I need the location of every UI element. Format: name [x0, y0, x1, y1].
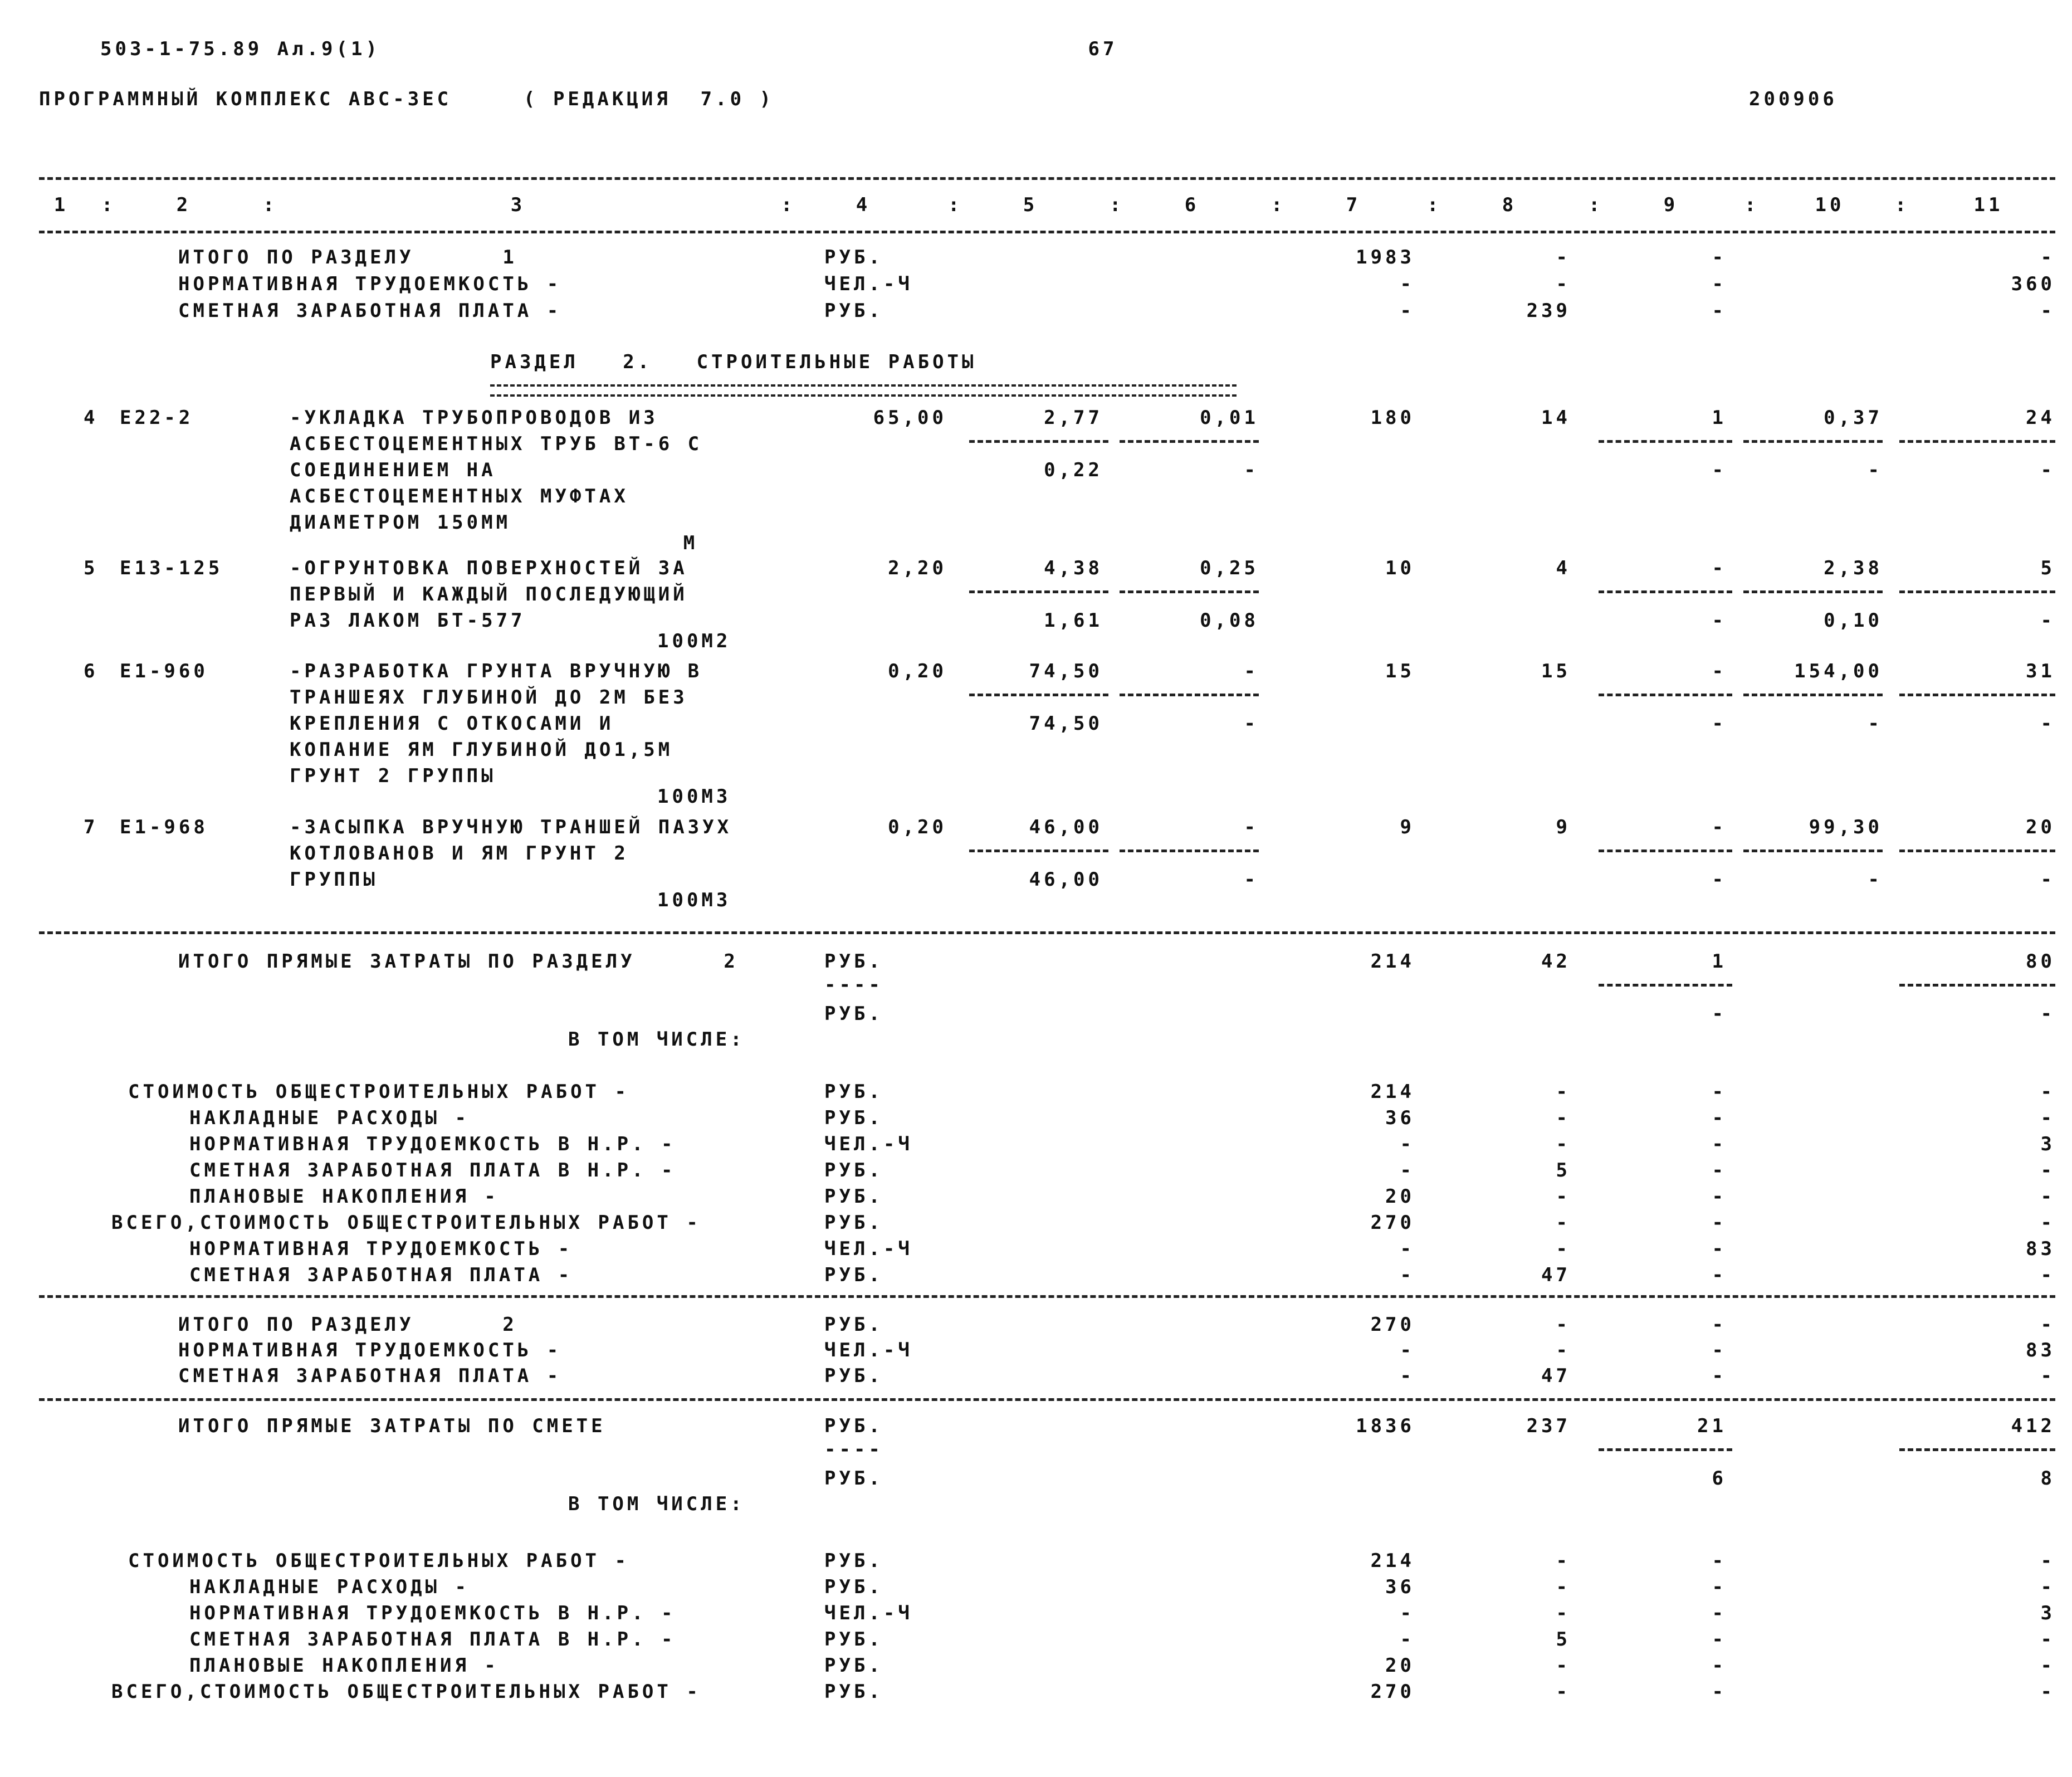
column-separator: : — [1427, 194, 1442, 216]
item-description: КРЕПЛЕНИЯ С ОТКОСАМИ И — [290, 712, 614, 735]
sub-rule — [1120, 440, 1259, 443]
cell-col9: - — [1712, 1576, 1727, 1598]
unit-separator: ---- — [824, 1438, 883, 1461]
item-labor-total: 24 — [2026, 407, 2055, 429]
cell-col7: 270 — [1370, 1681, 1415, 1703]
item-price-machines: - — [1244, 816, 1259, 838]
section-total-label: СМЕТНАЯ ЗАРАБОТНАЯ ПЛАТА - — [178, 1365, 562, 1387]
unit-label: ЧЕЛ.-Ч — [824, 273, 913, 295]
item-machine-wages: - — [1712, 868, 1727, 891]
column-separator: : — [1110, 194, 1125, 216]
cell-col9: - — [1712, 1339, 1727, 1361]
cell-col8: 47 — [1541, 1365, 1571, 1387]
cell-col9: - — [1712, 1185, 1727, 1208]
sub-rule — [1743, 850, 1883, 852]
cell-col11: - — [2040, 246, 2055, 268]
cell-col11: 83 — [2026, 1339, 2055, 1361]
unit-label: РУБ. — [824, 1107, 883, 1129]
item-labor-total: 31 — [2026, 660, 2055, 682]
cell-col7: 36 — [1385, 1107, 1415, 1129]
item-description: -ЗАСЫПКА ВРУЧНУЮ ТРАНШЕЙ ПАЗУХ — [290, 816, 732, 838]
section-title: РАЗДЕЛ 2. СТРОИТЕЛЬНЫЕ РАБОТЫ — [490, 351, 977, 373]
column-header-2: 2 — [176, 194, 192, 216]
column-header-5: 5 — [1023, 194, 1038, 216]
item-price-total: 46,00 — [1029, 816, 1103, 838]
column-separator: : — [263, 194, 278, 216]
item-wages: 14 — [1541, 407, 1571, 429]
cell-col8: - — [1556, 273, 1571, 295]
column-header-6: 6 — [1184, 194, 1200, 216]
item-code: Е1-960 — [120, 660, 208, 682]
item-price-total: 74,50 — [1029, 660, 1103, 682]
column-separator: : — [1271, 194, 1286, 216]
cell-col11: - — [2040, 300, 2055, 322]
item-labor-machine-unit: - — [1868, 459, 1883, 481]
cell-col11: - — [2040, 1264, 2055, 1286]
item-labor-machine-total: - — [2040, 712, 2055, 735]
item-code: Е13-125 — [120, 557, 223, 579]
section-total-label: ИТОГО ПО РАЗДЕЛУ 1 — [178, 246, 517, 268]
section-total-label: НОРМАТИВНАЯ ТРУДОЕМКОСТЬ - — [178, 273, 562, 295]
cell-col11: 412 — [2011, 1415, 2055, 1437]
unit-label: РУБ. — [824, 1365, 883, 1387]
item-unit: 100М3 — [657, 889, 731, 911]
cell-col8: - — [1556, 1339, 1571, 1361]
column-header-11: 11 — [1973, 194, 2003, 216]
cell-col9: 1 — [1712, 950, 1727, 973]
item-price-machine-wages: 0,08 — [1200, 609, 1259, 632]
unit-label: ЧЕЛ.-Ч — [824, 1133, 913, 1155]
item-quantity: 0,20 — [888, 816, 947, 838]
cell-col11: - — [2040, 1107, 2055, 1129]
cell-col9: - — [1712, 300, 1727, 322]
cell-col8: - — [1556, 1238, 1571, 1260]
item-price-machines: 0,25 — [1200, 557, 1259, 579]
sub-rule — [1743, 440, 1883, 443]
item-labor-total: 20 — [2026, 816, 2055, 838]
cell-col7: 270 — [1370, 1212, 1415, 1234]
item-description: АСБЕСТОЦЕМЕНТНЫХ ТРУБ ВТ-6 С — [290, 433, 703, 455]
sub-rule — [1599, 440, 1732, 443]
unit-label: РУБ. — [824, 950, 883, 973]
cell-col11: - — [2040, 1550, 2055, 1572]
unit-label: РУБ. — [824, 1212, 883, 1234]
cell-col11: - — [2040, 1314, 2055, 1336]
item-number: 7 — [84, 816, 99, 838]
unit-label: ЧЕЛ.-Ч — [824, 1339, 913, 1361]
breakdown-label: СМЕТНАЯ ЗАРАБОТНАЯ ПЛАТА В Н.Р. - — [189, 1159, 676, 1182]
sub-rule — [1899, 590, 2055, 593]
cell-col11: 3 — [2040, 1133, 2055, 1155]
item-wages: 15 — [1541, 660, 1571, 682]
sub-rule — [1599, 1448, 1732, 1451]
cell-col11: - — [2040, 1185, 2055, 1208]
item-price-wages: 74,50 — [1029, 712, 1103, 735]
cell-col8: 239 — [1526, 300, 1571, 322]
item-description: РАЗ ЛАКОМ БТ-577 — [290, 609, 526, 632]
item-machine-wages: - — [1712, 609, 1727, 632]
item-machines: - — [1712, 660, 1727, 682]
item-wages: 9 — [1556, 816, 1571, 838]
item-number: 5 — [84, 557, 99, 579]
column-header-8: 8 — [1502, 194, 1517, 216]
cell-col8: - — [1556, 246, 1571, 268]
cell-col8: - — [1556, 1654, 1571, 1677]
cell-col11: - — [2040, 1628, 2055, 1651]
cell-col9: - — [1712, 1159, 1727, 1182]
cell-col9: - — [1712, 1003, 1727, 1025]
item-machine-wages: - — [1712, 459, 1727, 481]
cell-col11: 3 — [2040, 1602, 2055, 1624]
program-edition: ( РЕДАКЦИЯ 7.0 ) — [524, 88, 774, 110]
section-total-label: СМЕТНАЯ ЗАРАБОТНАЯ ПЛАТА - — [178, 300, 562, 322]
item-code: Е22-2 — [120, 407, 194, 429]
breakdown-label: СТОИМОСТЬ ОБЩЕСТРОИТЕЛЬНЫХ РАБОТ - — [128, 1550, 629, 1572]
cell-col11: - — [2040, 1365, 2055, 1387]
item-total: 9 — [1400, 816, 1415, 838]
column-separator: : — [1744, 194, 1760, 216]
section-end-rule — [39, 931, 2055, 934]
column-header-10: 10 — [1815, 194, 1845, 216]
cell-col9: - — [1712, 1133, 1727, 1155]
cell-col11: - — [2040, 1654, 2055, 1677]
cell-col7: 20 — [1385, 1185, 1415, 1208]
sub-rule — [1899, 440, 2055, 443]
sub-rule — [1599, 850, 1732, 852]
unit-label: РУБ. — [824, 1185, 883, 1208]
cell-col8: - — [1556, 1314, 1571, 1336]
item-description: -УКЛАДКА ТРУБОПРОВОДОВ ИЗ — [290, 407, 658, 429]
cell-col9: - — [1712, 1550, 1727, 1572]
cell-col9: - — [1712, 273, 1727, 295]
unit-label: РУБ. — [824, 1159, 883, 1182]
cell-col7: 270 — [1370, 1314, 1415, 1336]
column-separator: : — [781, 194, 796, 216]
column-header-3: 3 — [510, 194, 526, 216]
item-total: 15 — [1385, 660, 1415, 682]
cell-col9: - — [1712, 1081, 1727, 1103]
sub-rule — [969, 694, 1108, 696]
cell-col9: - — [1712, 1314, 1727, 1336]
item-labor-total: 5 — [2040, 557, 2055, 579]
cell-col11: 8 — [2040, 1467, 2055, 1490]
unit-label: РУБ. — [824, 300, 883, 322]
cell-col7: 214 — [1370, 950, 1415, 973]
breakdown-label: ПЛАНОВЫЕ НАКОПЛЕНИЯ - — [189, 1654, 499, 1677]
cell-col7: 214 — [1370, 1550, 1415, 1572]
breakdown-label: СМЕТНАЯ ЗАРАБОТНАЯ ПЛАТА В Н.Р. - — [189, 1628, 676, 1651]
item-total: 180 — [1370, 407, 1415, 429]
table-top-rule — [39, 177, 2055, 180]
item-labor-machine-unit: - — [1868, 868, 1883, 891]
item-number: 6 — [84, 660, 99, 682]
item-unit: М — [683, 532, 698, 554]
item-labor-machine-total: - — [2040, 459, 2055, 481]
item-wages: 4 — [1556, 557, 1571, 579]
breakdown-label: СМЕТНАЯ ЗАРАБОТНАЯ ПЛАТА - — [189, 1264, 573, 1286]
unit-label: РУБ. — [824, 246, 883, 268]
unit-label: РУБ. — [824, 1003, 883, 1025]
item-quantity: 65,00 — [873, 407, 947, 429]
sub-rule — [1743, 694, 1883, 696]
breakdown-label: НОРМАТИВНАЯ ТРУДОЕМКОСТЬ - — [189, 1238, 573, 1260]
cell-col11: - — [2040, 1003, 2055, 1025]
breakdown-label: ВСЕГО,СТОИМОСТЬ ОБЩЕСТРОИТЕЛЬНЫХ РАБОТ - — [111, 1212, 701, 1234]
cell-col11: 360 — [2011, 273, 2055, 295]
table-header-rule — [39, 231, 2055, 233]
unit-label: РУБ. — [824, 1654, 883, 1677]
unit-separator: ---- — [824, 974, 883, 996]
breakdown-label: НАКЛАДНЫЕ РАСХОДЫ - — [189, 1107, 470, 1129]
unit-label: РУБ. — [824, 1576, 883, 1598]
page-number: 67 — [1088, 38, 1118, 60]
cell-col8: - — [1556, 1602, 1571, 1624]
unit-label: РУБ. — [824, 1415, 883, 1437]
item-description: АСБЕСТОЦЕМЕНТНЫХ МУФТАХ — [290, 485, 629, 507]
item-total: 10 — [1385, 557, 1415, 579]
item-labor-unit: 2,38 — [1824, 557, 1883, 579]
cell-col9: 6 — [1712, 1467, 1727, 1490]
cell-col8: - — [1556, 1681, 1571, 1703]
cell-col9: - — [1712, 1365, 1727, 1387]
item-price-machine-wages: - — [1244, 712, 1259, 735]
item-description: ДИАМЕТРОМ 150ММ — [290, 511, 511, 534]
item-description: ПЕРВЫЙ И КАЖДЫЙ ПОСЛЕДУЮЩИЙ — [290, 583, 688, 606]
item-price-wages: 1,61 — [1044, 609, 1103, 632]
item-machines: - — [1712, 816, 1727, 838]
item-labor-unit: 99,30 — [1809, 816, 1883, 838]
column-separator: : — [1589, 194, 1604, 216]
item-labor-unit: 154,00 — [1794, 660, 1883, 682]
cell-col8: - — [1556, 1107, 1571, 1129]
sub-rule — [1899, 984, 2055, 987]
cell-col8: - — [1556, 1212, 1571, 1234]
cell-col8: 47 — [1541, 1264, 1571, 1286]
direct-costs-label: ИТОГО ПРЯМЫЕ ЗАТРАТЫ ПО СМЕТЕ — [178, 1415, 606, 1437]
including-heading: В ТОМ ЧИСЛЕ: — [568, 1493, 745, 1515]
cell-col9: - — [1712, 1681, 1727, 1703]
item-labor-machine-unit: - — [1868, 712, 1883, 735]
item-machines: 1 — [1712, 407, 1727, 429]
sub-rule — [1120, 850, 1259, 852]
item-unit: 100М3 — [657, 785, 731, 808]
sub-rule — [1899, 694, 2055, 696]
cell-col7: - — [1400, 1628, 1415, 1651]
section-total-label: НОРМАТИВНАЯ ТРУДОЕМКОСТЬ - — [178, 1339, 562, 1361]
cell-col8: - — [1556, 1576, 1571, 1598]
sub-rule — [1599, 694, 1732, 696]
cell-col11: 80 — [2026, 950, 2055, 973]
cell-col7: - — [1400, 273, 1415, 295]
cell-col9: 21 — [1697, 1415, 1727, 1437]
section-end-rule — [39, 1398, 2055, 1401]
item-price-machine-wages: - — [1244, 459, 1259, 481]
item-unit: 100М2 — [657, 630, 731, 652]
cell-col8: 5 — [1556, 1628, 1571, 1651]
sub-rule — [1899, 850, 2055, 852]
breakdown-label: НОРМАТИВНАЯ ТРУДОЕМКОСТЬ В Н.Р. - — [189, 1602, 676, 1624]
unit-label: ЧЕЛ.-Ч — [824, 1238, 913, 1260]
sub-rule — [1899, 1448, 2055, 1451]
cell-col8: - — [1556, 1185, 1571, 1208]
item-price-wages: 46,00 — [1029, 868, 1103, 891]
cell-col7: - — [1400, 1365, 1415, 1387]
unit-label: РУБ. — [824, 1681, 883, 1703]
breakdown-label: НОРМАТИВНАЯ ТРУДОЕМКОСТЬ В Н.Р. - — [189, 1133, 676, 1155]
cell-col9: - — [1712, 1238, 1727, 1260]
column-header-1: 1 — [53, 194, 69, 216]
cell-col9: - — [1712, 1107, 1727, 1129]
breakdown-label: СТОИМОСТЬ ОБЩЕСТРОИТЕЛЬНЫХ РАБОТ - — [128, 1081, 629, 1103]
unit-label: РУБ. — [824, 1314, 883, 1336]
item-labor-machine-unit: 0,10 — [1824, 609, 1883, 632]
item-description: -РАЗРАБОТКА ГРУНТА ВРУЧНУЮ В — [290, 660, 703, 682]
unit-label: РУБ. — [824, 1628, 883, 1651]
item-price-wages: 0,22 — [1044, 459, 1103, 481]
item-price-total: 2,77 — [1044, 407, 1103, 429]
item-price-machines: - — [1244, 660, 1259, 682]
item-machine-wages: - — [1712, 712, 1727, 735]
cell-col9: - — [1712, 1628, 1727, 1651]
item-machines: - — [1712, 557, 1727, 579]
cell-col9: - — [1712, 1654, 1727, 1677]
section-end-rule — [39, 1295, 2055, 1298]
sub-rule — [969, 850, 1108, 852]
cell-col7: - — [1400, 300, 1415, 322]
including-heading: В ТОМ ЧИСЛЕ: — [568, 1028, 745, 1051]
cell-col7: - — [1400, 1264, 1415, 1286]
cell-col7: - — [1400, 1602, 1415, 1624]
item-quantity: 2,20 — [888, 557, 947, 579]
sub-rule — [1120, 590, 1259, 593]
item-description: -ОГРУНТОВКА ПОВЕРХНОСТЕЙ ЗА — [290, 557, 688, 579]
cell-col7: 1983 — [1356, 246, 1415, 268]
breakdown-label: НАКЛАДНЫЕ РАСХОДЫ - — [189, 1576, 470, 1598]
column-header-7: 7 — [1346, 194, 1361, 216]
column-header-9: 9 — [1663, 194, 1679, 216]
cell-col7: 20 — [1385, 1654, 1415, 1677]
cell-col9: - — [1712, 246, 1727, 268]
cell-col8: - — [1556, 1133, 1571, 1155]
item-description: КОПАНИЕ ЯМ ГЛУБИНОЙ ДО1,5М — [290, 739, 673, 761]
unit-label: РУБ. — [824, 1467, 883, 1490]
item-number: 4 — [84, 407, 99, 429]
column-separator: : — [101, 194, 116, 216]
cell-col8: 237 — [1526, 1415, 1571, 1437]
item-description: ГРУНТ 2 ГРУППЫ — [290, 765, 496, 787]
sub-rule — [1599, 984, 1732, 987]
cell-col7: 214 — [1370, 1081, 1415, 1103]
cell-col9: - — [1712, 1602, 1727, 1624]
item-quantity: 0,20 — [888, 660, 947, 682]
sub-rule — [1120, 694, 1259, 696]
unit-label: РУБ. — [824, 1264, 883, 1286]
cell-col8: 42 — [1541, 950, 1571, 973]
cell-col9: - — [1712, 1212, 1727, 1234]
unit-label: РУБ. — [824, 1550, 883, 1572]
sub-rule — [1743, 590, 1883, 593]
item-description: ТРАНШЕЯХ ГЛУБИНОЙ ДО 2М БЕЗ — [290, 686, 688, 709]
cell-col9: - — [1712, 1264, 1727, 1286]
cell-col11: - — [2040, 1576, 2055, 1598]
document-code: 503-1-75.89 Ал.9(1) — [100, 38, 380, 60]
item-description: ГРУППЫ — [290, 868, 378, 891]
unit-label: РУБ. — [824, 1081, 883, 1103]
column-separator: : — [1895, 194, 1910, 216]
item-labor-unit: 0,37 — [1824, 407, 1883, 429]
direct-costs-label: ИТОГО ПРЯМЫЕ ЗАТРАТЫ ПО РАЗДЕЛУ 2 — [178, 950, 739, 973]
item-code: Е1-968 — [120, 816, 208, 838]
cell-col11: - — [2040, 1681, 2055, 1703]
breakdown-label: ВСЕГО,СТОИМОСТЬ ОБЩЕСТРОИТЕЛЬНЫХ РАБОТ - — [111, 1681, 701, 1703]
cell-col7: - — [1400, 1339, 1415, 1361]
sub-rule — [969, 440, 1108, 443]
document-number: 200906 — [1749, 88, 1838, 110]
item-description: СОЕДИНЕНИЕМ НА — [290, 459, 496, 481]
item-labor-machine-total: - — [2040, 609, 2055, 632]
cell-col11: 83 — [2026, 1238, 2055, 1260]
unit-label: ЧЕЛ.-Ч — [824, 1602, 913, 1624]
program-name: ПРОГРАММНЫЙ КОМПЛЕКС АВС-3ЕС — [39, 88, 452, 110]
cell-col11: - — [2040, 1081, 2055, 1103]
cell-col11: - — [2040, 1212, 2055, 1234]
column-separator: : — [948, 194, 963, 216]
breakdown-label: ПЛАНОВЫЕ НАКОПЛЕНИЯ - — [189, 1185, 499, 1208]
item-labor-machine-total: - — [2040, 868, 2055, 891]
sub-rule — [1599, 590, 1732, 593]
item-price-machines: 0,01 — [1200, 407, 1259, 429]
cell-col7: - — [1400, 1159, 1415, 1182]
cell-col8: - — [1556, 1550, 1571, 1572]
item-description: КОТЛОВАНОВ И ЯМ ГРУНТ 2 — [290, 842, 629, 865]
cell-col7: 1836 — [1356, 1415, 1415, 1437]
section-title-underline — [490, 384, 1237, 397]
cell-col8: - — [1556, 1081, 1571, 1103]
cell-col8: 5 — [1556, 1159, 1571, 1182]
sub-rule — [969, 590, 1108, 593]
item-price-machine-wages: - — [1244, 868, 1259, 891]
cell-col11: - — [2040, 1159, 2055, 1182]
cell-col7: - — [1400, 1133, 1415, 1155]
section-total-label: ИТОГО ПО РАЗДЕЛУ 2 — [178, 1314, 517, 1336]
cell-col7: 36 — [1385, 1576, 1415, 1598]
item-price-total: 4,38 — [1044, 557, 1103, 579]
column-header-4: 4 — [856, 194, 871, 216]
cell-col7: - — [1400, 1238, 1415, 1260]
